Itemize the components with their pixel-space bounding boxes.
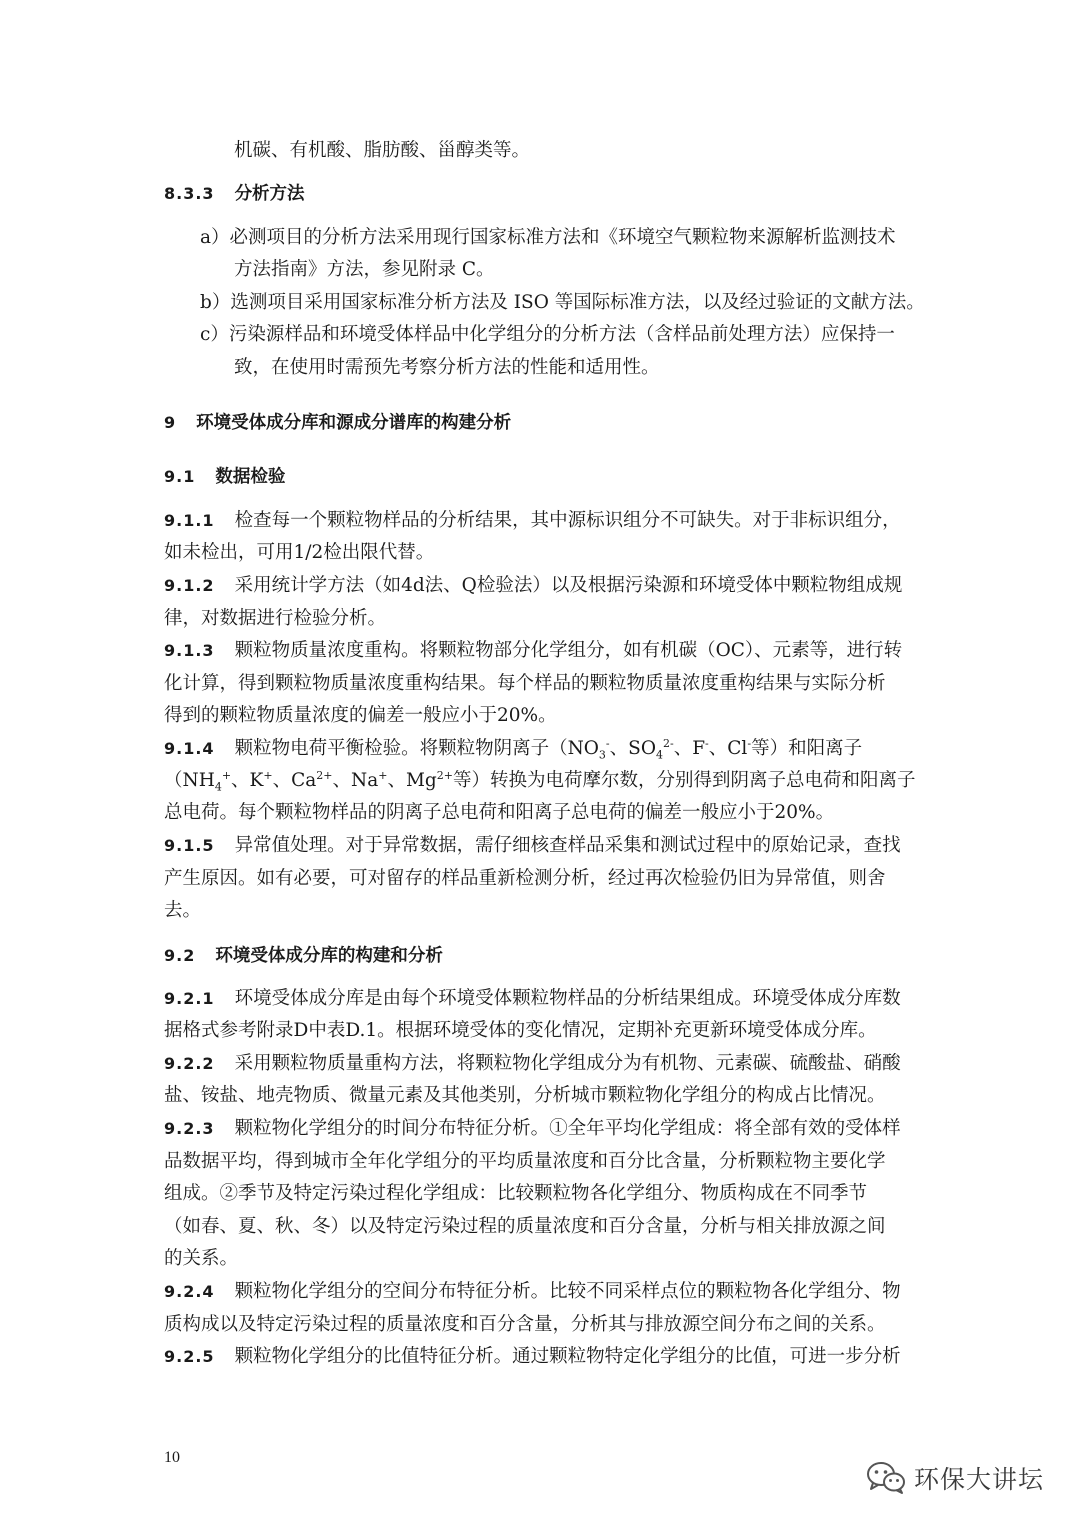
clause-number: 9.2.3: [164, 1119, 215, 1138]
clause-text: 异常值处理。对于异常数据，需仔细核查样品采集和测试过程中的原始记录，查找: [234, 835, 901, 856]
clause-text: 采用统计学方法（如4d法、Q检验法）以及根据污染源和环境受体中颗粒物组成规: [234, 575, 903, 596]
text-line: 组成。②季节及特定污染过程化学组成：比较颗粒物各化学组分、物质构成在不同季节: [164, 1183, 868, 1204]
clause-number: 9.1.2: [164, 576, 215, 595]
clause-text: 颗粒物质量浓度重构。将颗粒物部分化学组分，如有机碳（OC）、元素等，进行转: [234, 640, 903, 661]
paragraph-line: [164, 508, 901, 534]
section-number: 9.2: [164, 946, 196, 965]
clause-number: 9.1.1: [164, 511, 215, 530]
list-item: c）污染源样品和环境受体样品中化学组分的分析方法（含样品前处理方法）应保持一: [200, 324, 895, 345]
section-number: 8.3.3: [164, 184, 215, 203]
text-line: 盐、铵盐、地壳物质、微量元素及其他类别，分析城市颗粒物化学组分的构成占比情况。: [164, 1085, 886, 1106]
text-line: （$NH_4^+$、K+、$Ca^{2+}$、Na+、$Mg^{2+}$等）转换为电荷摩尔数，分别得到阴离子总电荷和阳离子: [164, 768, 916, 794]
clause-number: 9.1.3: [164, 641, 215, 660]
paragraph-line: [164, 1051, 901, 1077]
paragraph-line: [164, 638, 902, 664]
watermark: [866, 1458, 1044, 1498]
clause-number: 9.1.5: [164, 836, 215, 855]
section-title: 数据检验: [215, 467, 286, 487]
wechat-icon: [866, 1460, 906, 1496]
clause-text: 颗粒物电荷平衡检验。将颗粒物阴离子（$NO_3^-$、$SO_4^{2-}$、F-、Cl-等）和阳离子: [234, 736, 863, 762]
section-title: 分析方法: [234, 184, 305, 204]
text-line: （如春、夏、秋、冬）以及特定污染过程的质量浓度和百分含量，分析与相关排放源之间: [164, 1216, 886, 1237]
text-line: 据格式参考附录D中表D.1。根据环境受体的变化情况，定期补充更新环境受体成分库。: [164, 1020, 877, 1041]
page-number: 10: [164, 1449, 180, 1466]
text-line: 的关系。: [164, 1248, 239, 1269]
section-title: 环境受体成分库的构建和分析: [215, 946, 443, 966]
clause-text: 颗粒物化学组分的时间分布特征分析。①全年平均化学组成：将全部有效的受体样: [234, 1118, 901, 1139]
clause-number: 9.2.5: [164, 1347, 215, 1366]
text-line: 得到的颗粒物质量浓度的偏差一般应小于20%。: [164, 705, 557, 726]
paragraph-line: [164, 1279, 901, 1305]
subsection-heading: [164, 181, 305, 207]
clause-number: 9.1.4: [164, 739, 215, 758]
text-line: 化计算，得到颗粒物质量浓度重构结果。每个样品的颗粒物质量浓度重构结果与实际分析: [164, 673, 886, 694]
clause-number: 9.2.2: [164, 1054, 215, 1073]
text-line: 质构成以及特定污染过程的质量浓度和百分含量，分析其与排放源空间分布之间的关系。: [164, 1314, 886, 1335]
section-number: 9.1: [164, 467, 196, 486]
clause-text: 颗粒物化学组分的空间分布特征分析。比较不同采样点位的颗粒物各化学组分、物: [234, 1281, 901, 1302]
list-item: b）选测项目采用国家标准分析方法及 ISO 等国际标准方法，以及经过验证的文献方法。: [200, 292, 925, 313]
section-heading: [164, 410, 511, 436]
section-title: 环境受体成分库和源成分谱库的构建分析: [196, 413, 512, 433]
paragraph-line: [164, 1344, 901, 1370]
text-line: 律，对数据进行检验分析。: [164, 608, 387, 629]
subsection-heading: [164, 943, 443, 969]
text-line: 方法指南》方法，参见附录 C。: [234, 259, 495, 280]
paragraph-line: [164, 833, 901, 859]
text-line: 品数据平均，得到城市全年化学组分的平均质量浓度和百分比含量，分析颗粒物主要化学: [164, 1151, 886, 1172]
clause-number: 9.2.1: [164, 989, 215, 1008]
paragraph-line: [164, 1116, 901, 1142]
text-line: 如未检出，可用1/2检出限代替。: [164, 542, 435, 563]
text-line: 产生原因。如有必要，可对留存的样品重新检测分析，经过再次检验仍旧为异常值，则舍: [164, 868, 886, 889]
paragraph-line: [164, 736, 862, 762]
section-number: 9: [164, 413, 177, 432]
subsection-heading: [164, 464, 285, 490]
clause-text: 采用颗粒物质量重构方法，将颗粒物化学组成分为有机物、元素碳、硫酸盐、硝酸: [234, 1053, 901, 1074]
paragraph-line: [164, 986, 901, 1012]
text-line: 去。: [164, 900, 202, 921]
paragraph-line: [164, 573, 902, 599]
clause-text: 颗粒物化学组分的比值特征分析。通过颗粒物特定化学组分的比值，可进一步分析: [234, 1346, 901, 1367]
watermark-text: 环保大讲坛: [914, 1465, 1045, 1494]
list-item: a）必测项目的分析方法采用现行国家标准方法和《环境空气颗粒物来源解析监测技术: [200, 227, 896, 248]
clause-text: 检查每一个颗粒物样品的分析结果，其中源标识组分不可缺失。对于非标识组分，: [234, 510, 901, 531]
clause-number: 9.2.4: [164, 1282, 215, 1301]
text-line: 致，在使用时需预先考察分析方法的性能和适用性。: [234, 357, 660, 378]
clause-text: 环境受体成分库是由每个环境受体颗粒物样品的分析结果组成。环境受体成分库数: [234, 988, 901, 1009]
text-line: 机碳、有机酸、脂肪酸、甾醇类等。: [234, 140, 531, 161]
text-line: 总电荷。每个颗粒物样品的阴离子总电荷和阳离子总电荷的偏差一般应小于20%。: [164, 802, 835, 823]
